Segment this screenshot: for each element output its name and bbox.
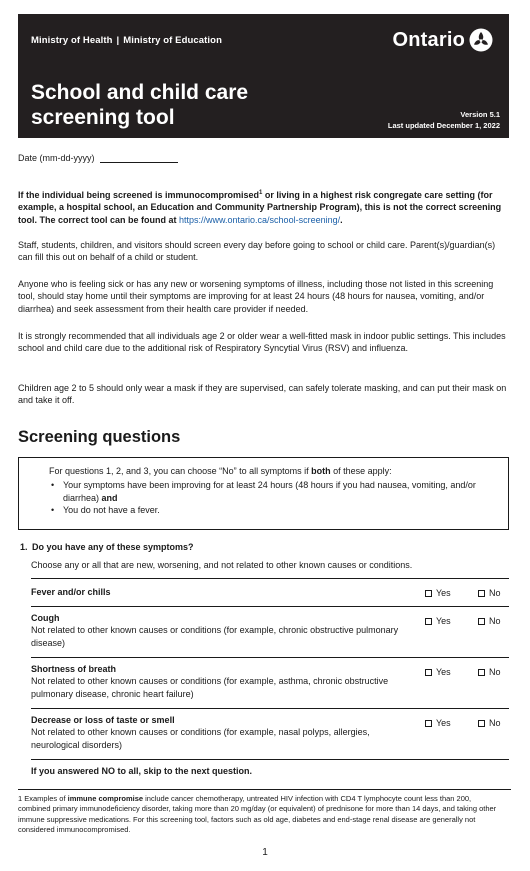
version-info — [388, 109, 500, 131]
checkbox-icon[interactable] — [425, 590, 432, 597]
symptom-description: Not related to other known causes or conditions (for example, asthma, chronic obstructive pulmonary disease, chronic heart failure) — [31, 676, 389, 699]
checkbox-icon[interactable] — [425, 720, 432, 727]
symptom-no-option[interactable] — [478, 615, 501, 627]
questions-note-box — [18, 457, 509, 530]
no-label: No — [489, 667, 501, 677]
footnote-lead: Examples of — [22, 794, 68, 803]
checkbox-icon[interactable] — [425, 618, 432, 625]
section-title-screening-questions: Screening questions — [18, 428, 181, 446]
page-header — [18, 14, 509, 138]
symptom-name: Cough — [31, 613, 60, 623]
note-bullet-list — [49, 479, 508, 516]
symptom-row — [31, 709, 509, 760]
checkbox-icon[interactable] — [425, 669, 432, 676]
symptom-no-option[interactable] — [478, 717, 501, 729]
title-line-2: screening tool — [31, 106, 175, 129]
date-input-line[interactable] — [100, 153, 178, 163]
yes-label: Yes — [436, 616, 451, 626]
date-label: Date (mm-dd-yyyy) — [18, 153, 95, 163]
no-label: No — [489, 616, 501, 626]
footnote-ref: 1 — [259, 190, 263, 196]
footnote-text: include cancer chemotherapy, untreated HIV infection with CD4 T lymphocyte count less than 200, combined primary immunodeficiency disorder, taking more than 20 mg/day (or equivalent) of prednisone for more than 14 days, and taking other immune suppressive medications. For this screening tool, factors such as old age, diabetes and end-stage renal disease are generally not considered immunocompromised. — [18, 794, 497, 835]
symptom-yes-option[interactable] — [425, 587, 451, 599]
footnote-divider — [18, 789, 511, 790]
checkbox-icon[interactable] — [478, 669, 485, 676]
question-1-number: 1. — [20, 542, 28, 552]
intro-daily-screen-paragraph: Staff, students, children, and visitors should screen every day before going to school or child care. Parent(s)/guardian(s) can fill this out on behalf of a child or student. — [18, 240, 496, 263]
no-label: No — [489, 588, 501, 598]
intro-p1-b: or living in a highest risk congregate care setting (for example, a hospital school, an Education and Community Partnership Program), this is not the correct screening tool. The correct tool can be found at — [18, 190, 502, 225]
note-bullet-1 — [49, 479, 508, 504]
intro-p1-end: . — [340, 214, 343, 225]
ministry-education: Ministry of Education — [123, 35, 222, 46]
yes-label: Yes — [436, 588, 451, 598]
checkbox-icon[interactable] — [478, 720, 485, 727]
symptom-name: Shortness of breath — [31, 664, 117, 674]
ontario-wordmark: Ontario — [392, 28, 465, 51]
note-lead-bold: both — [311, 466, 331, 476]
symptom-row — [31, 579, 509, 607]
symptom-yes-option[interactable] — [425, 615, 451, 627]
symptom-no-option[interactable] — [478, 587, 501, 599]
yes-label: Yes — [436, 667, 451, 677]
symptom-description: Not related to other known causes or conditions (for example, nasal polyps, allergies, neurological disorders) — [31, 727, 370, 750]
footnote-bold: immune compromise — [67, 794, 144, 803]
symptom-yes-option[interactable] — [425, 717, 451, 729]
question-1-text: Do you have any of these symptoms? — [32, 542, 194, 552]
ontario-trillium-logo-icon — [469, 28, 493, 52]
page-title — [31, 80, 248, 130]
yes-label: Yes — [436, 718, 451, 728]
note-lead — [49, 465, 508, 477]
skip-note: If you answered NO to all, skip to the next question. — [31, 766, 253, 776]
ministry-names — [31, 35, 222, 46]
ministry-health: Ministry of Health — [31, 35, 113, 46]
footnote-number: 1 — [18, 794, 23, 803]
note-bullet-1-text: Your symptoms have been improving for at least 24 hours (48 hours if you had nausea, vomiting, and/or diarrhea) — [63, 480, 476, 503]
note-bullet-2: • You do not have a fever. — [49, 504, 508, 516]
ontario-brand — [392, 28, 493, 52]
version-number: Version 5.1 — [460, 110, 500, 119]
intro-mask-paragraph: It is strongly recommended that all individuals age 2 or older wear a well-fitted mask in indoor public settings. This includes school and child care due to the additional risk of Respiratory Syncytial Virus (RSV) and influenza. — [18, 331, 506, 354]
question-1-title — [20, 542, 194, 552]
checkbox-icon[interactable] — [478, 618, 485, 625]
intro-p1-a: If the individual being screened is immunocompromised — [18, 190, 260, 200]
last-updated: Last updated December 1, 2022 — [387, 121, 500, 130]
ministry-separator: | — [116, 35, 120, 46]
symptom-name: Decrease or loss of taste or smell — [31, 715, 175, 725]
note-lead-a: For questions 1, 2, and 3, you can choose “No” to all symptoms if — [49, 466, 312, 476]
intro-children-mask-paragraph: Children age 2 to 5 should only wear a mask if they are supervised, can safely tolerate masking, and can put their mask on and take it off. — [18, 383, 507, 406]
note-bullet-1-and: and — [101, 492, 118, 503]
symptom-no-option[interactable] — [478, 666, 501, 678]
date-row — [18, 153, 178, 163]
question-1-subtitle: Choose any or all that are new, worsening, and not related to other known causes or conditions. — [31, 560, 413, 570]
checkbox-icon[interactable] — [478, 590, 485, 597]
note-lead-b: of these apply: — [330, 466, 392, 476]
school-screening-link[interactable]: https://www.ontario.ca/school-screening/ — [179, 214, 341, 225]
symptom-description: Not related to other known causes or conditions (for example, chronic obstructive pulmonary disease) — [31, 625, 399, 648]
no-label: No — [489, 718, 501, 728]
title-line-1: School and child care — [31, 81, 249, 104]
symptom-yes-option[interactable] — [425, 666, 451, 678]
page-number: 1 — [262, 847, 268, 858]
symptom-table — [31, 578, 509, 760]
footnote — [18, 794, 503, 836]
intro-immunocompromised-paragraph — [18, 187, 511, 226]
symptom-row — [31, 607, 509, 658]
intro-stay-home-paragraph: Anyone who is feeling sick or has any new or worsening symptoms of illness, including those not listed in this screening tool, should stay home until their symptoms are improving for at least 24 hours (48 hours for nausea, vomiting, and/or diarrhea) and seek assessment from their health care provider if needed. — [18, 279, 494, 314]
symptom-name: Fever and/or chills — [31, 587, 111, 597]
symptom-row — [31, 658, 509, 709]
